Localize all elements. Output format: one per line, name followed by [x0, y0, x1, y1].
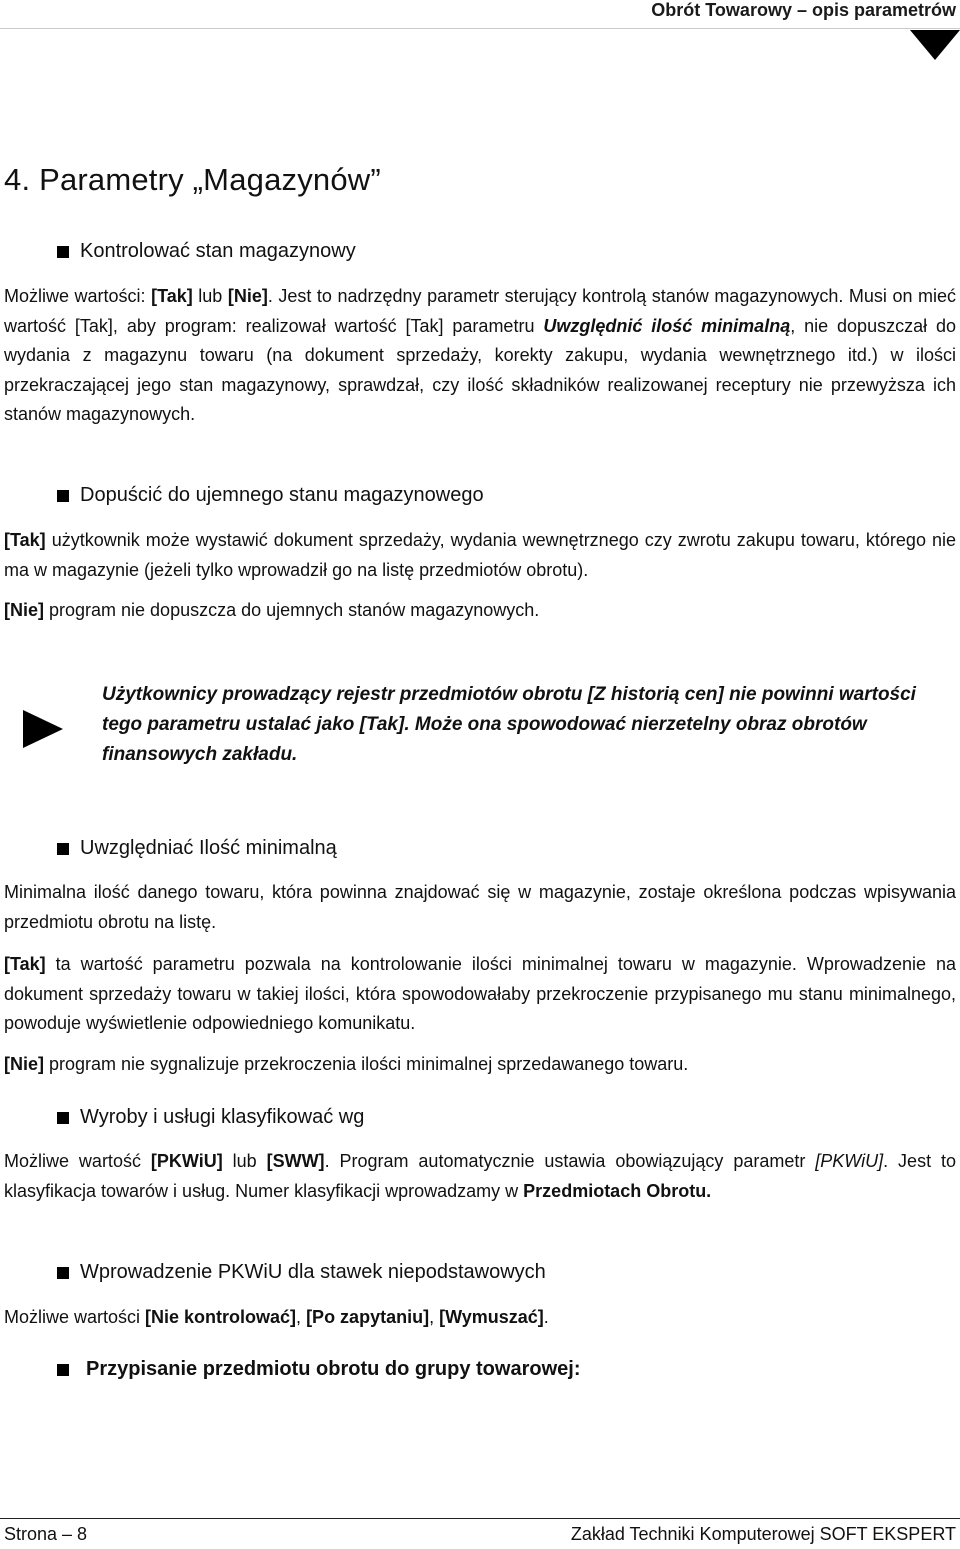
section-body-wyroby: Możliwe wartość [PKWiU] lub [SWW]. Program automatycznie ustawia obowiązujący parametr [PKWiU]. Jest to klasyfikacja towarów i usług. Numer klasyfikacji wprowadzamy w Przedmiotach Obrotu. — [4, 1151, 957, 1201]
warning-note: Użytkownicy prowadzący rejestr przedmiotów obrotu [Z historią cen] nie powinni wartości tego parametru ustalać jako [Tak]. Może ona spowodować nierzetelny obraz obrotów finansowych zakładu. — [102, 684, 916, 765]
section-title-uwzgledniac: Uwzględniać Ilość minimalną — [80, 837, 337, 859]
section-body-pkwiu: Możliwe wartości [Nie kontrolować], [Po zapytaniu], [Wymuszać]. — [4, 1307, 549, 1327]
section-title-dopuscic: Dopuścić do ujemnego stanu magazynowego — [80, 484, 484, 506]
section-body-uwzgledniac-desc: Minimalna ilość danego towaru, która powinna znajdować się w magazynie, zostaje określona podczas wpisywania przedmiotu obrotu na listę. — [4, 882, 956, 932]
bullet-square-icon — [57, 246, 69, 258]
header-divider — [0, 28, 960, 29]
section-body-dopuscic-nie: [Nie] program nie dopuszcza do ujemnych stanów magazynowych. — [4, 600, 540, 620]
chapter-heading: 4. Parametry „Magazynów” — [4, 162, 381, 197]
bullet-square-icon — [57, 1364, 69, 1376]
running-header: Obrót Towarowy – opis parametrów — [651, 0, 956, 20]
section-body-uwzgledniac-tak: [Tak] ta wartość parametru pozwala na kontrolowanie ilości minimalnej towaru w magazynie. Wprowadzenie na dokument sprzedaży towaru w takiej ilości, która spowodowałaby przekroczenie przypisanego mu stanu minimalnego, powoduje wyświetlenie odpowiedniego komunikatu. — [4, 954, 956, 1033]
header-triangle-icon — [910, 30, 960, 60]
bullet-square-icon — [57, 843, 69, 855]
section-title-kontrolowac: Kontrolować stan magazynowy — [80, 240, 356, 262]
bullet-square-icon — [57, 490, 69, 502]
section-body-dopuscic-tak: [Tak] użytkownik może wystawić dokument sprzedaży, wydania wewnętrznego czy zwrotu zakupu towaru, którego nie ma w magazynie (jeżeli tylko wprowadził go na listę przedmiotów obrotu). — [4, 530, 956, 580]
section-body-kontrolowac: Możliwe wartości: [Tak] lub [Nie]. Jest to nadrzędny parametr sterujący kontrolą stanów magazynowych. Musi on mieć wartość [Tak], aby program: realizował wartość [Tak] parametru Uwzględnić ilość minimalną, nie dopuszczał do wydania z magazynu towaru (na dokument sprzedaży, korekty zakupu, wydania wewnętrznego itd.) w ilości przekraczającej jego stan magazynowy, sprawdzał, czy ilość składników realizowanej receptury nie przewyższa ich stanów magazynowych. — [4, 286, 957, 424]
section-title-pkwiu: Wprowadzenie PKWiU dla stawek niepodstawowych — [80, 1261, 546, 1283]
footer-divider — [0, 1518, 960, 1519]
note-arrow-icon — [23, 710, 63, 748]
section-title-wyroby: Wyroby i usługi klasyfikować wg — [80, 1106, 365, 1128]
page-number: Strona – 8 — [4, 1524, 88, 1544]
section-body-uwzgledniac-nie: [Nie] program nie sygnalizuje przekroczenia ilości minimalnej sprzedawanego towaru. — [4, 1054, 689, 1074]
footer-company: Zakład Techniki Komputerowej SOFT EKSPERT — [570, 1524, 956, 1544]
bullet-square-icon — [57, 1267, 69, 1279]
section-title-przypisanie: Przypisanie przedmiotu obrotu do grupy towarowej: — [86, 1358, 581, 1380]
bullet-square-icon — [57, 1112, 69, 1124]
